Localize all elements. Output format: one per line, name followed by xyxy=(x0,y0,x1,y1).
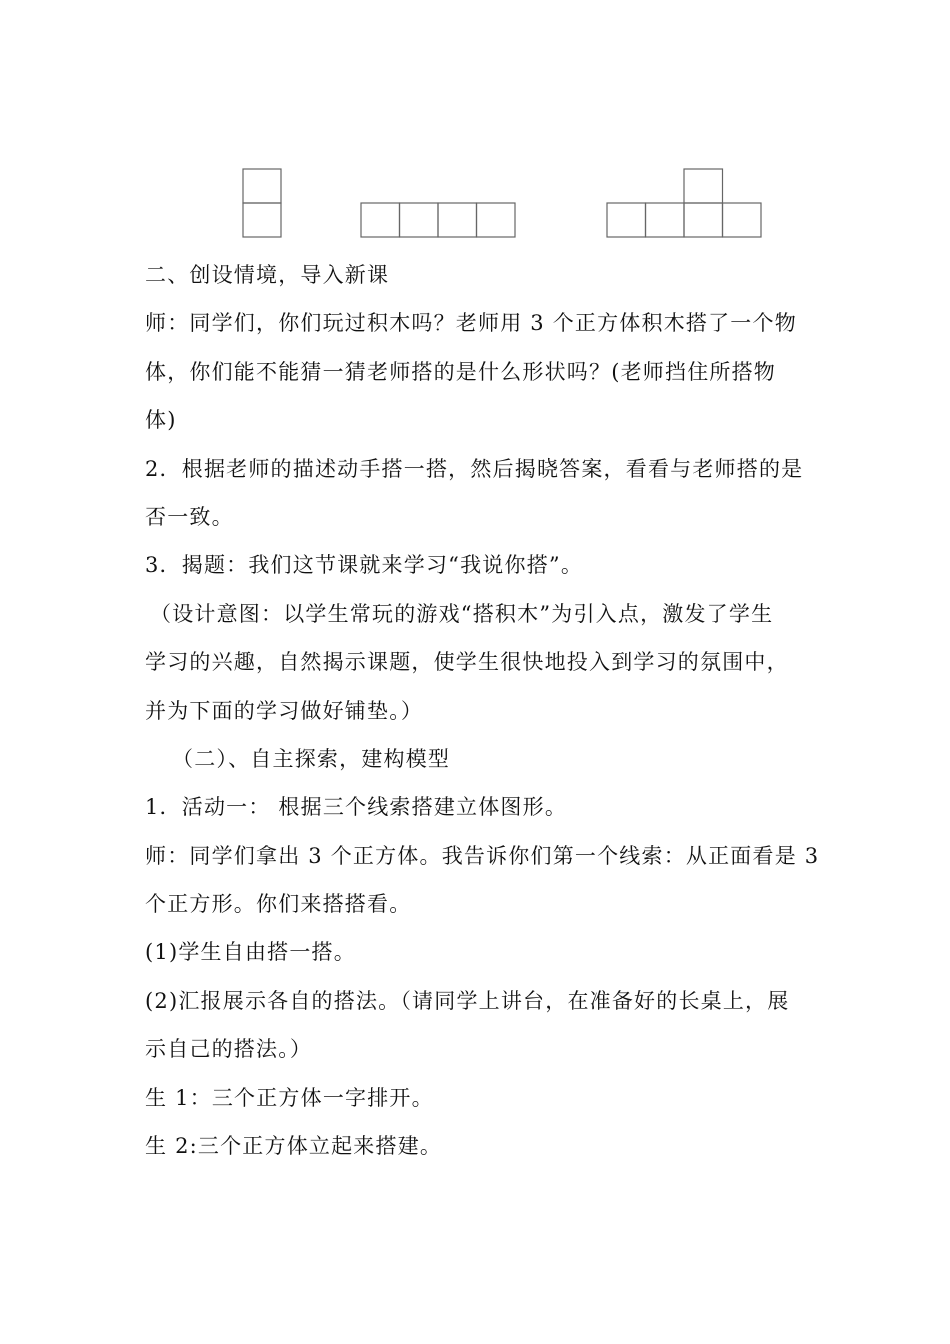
paragraph-line: 示自己的搭法。） xyxy=(145,1037,313,1062)
paragraph-line: 师：同学们，你们玩过积木吗？老师用 3 个正方体积木搭了一个物 xyxy=(145,311,797,336)
figure-row-with-raised-square xyxy=(607,169,761,237)
paragraph-line: 否一致。 xyxy=(145,504,234,529)
paragraph-line: 个正方形。你们来搭搭看。 xyxy=(145,892,412,917)
paragraph-line: 2．根据老师的描述动手搭一搭，然后揭晓答案，看看与老师搭的是 xyxy=(145,456,804,481)
paragraph-line: 生 1：三个正方体一字排开。 xyxy=(145,1085,434,1110)
paragraph-line: 体，你们能不能猜一猜老师搭的是什么形状吗？(老师挡住所搭物 xyxy=(145,359,776,384)
design-intent-line: 并为下面的学习做好铺垫。） xyxy=(145,698,424,723)
section-heading-explore: （二）、自主探索，建构模型 xyxy=(172,746,451,771)
design-intent-line: 学习的兴趣，自然揭示课题，使学生很快地投入到学习的氛围中， xyxy=(145,650,789,675)
design-intent-line: （设计意图：以学生常玩的游戏“搭积木”为引入点，激发了学生 xyxy=(150,601,774,626)
document-body xyxy=(145,251,825,1170)
square-views-drawing xyxy=(0,0,950,250)
figure-four-squares-row xyxy=(361,203,515,237)
section-heading-scene: 二、创设情境，导入新课 xyxy=(145,263,390,287)
paragraph-line: 体) xyxy=(145,408,177,433)
paragraph-line: (1)学生自由搭一搭。 xyxy=(145,940,356,965)
paragraph-line: 1．活动一： 根据三个线索搭建立体图形。 xyxy=(145,795,568,820)
view-figures xyxy=(0,0,950,250)
paragraph-line: 生 2:三个正方体立起来搭建。 xyxy=(145,1134,443,1159)
paragraph-line: (2)汇报展示各自的搭法。（请同学上讲台，在准备好的长桌上，展 xyxy=(145,988,790,1013)
figure-two-stacked-squares xyxy=(243,169,281,237)
paragraph-line: 3．揭题：我们这节课就来学习“我说你搭”。 xyxy=(145,553,584,578)
paragraph-line: 师：同学们拿出 3 个正方体。我告诉你们第一个线索：从正面看是 3 xyxy=(145,843,820,868)
